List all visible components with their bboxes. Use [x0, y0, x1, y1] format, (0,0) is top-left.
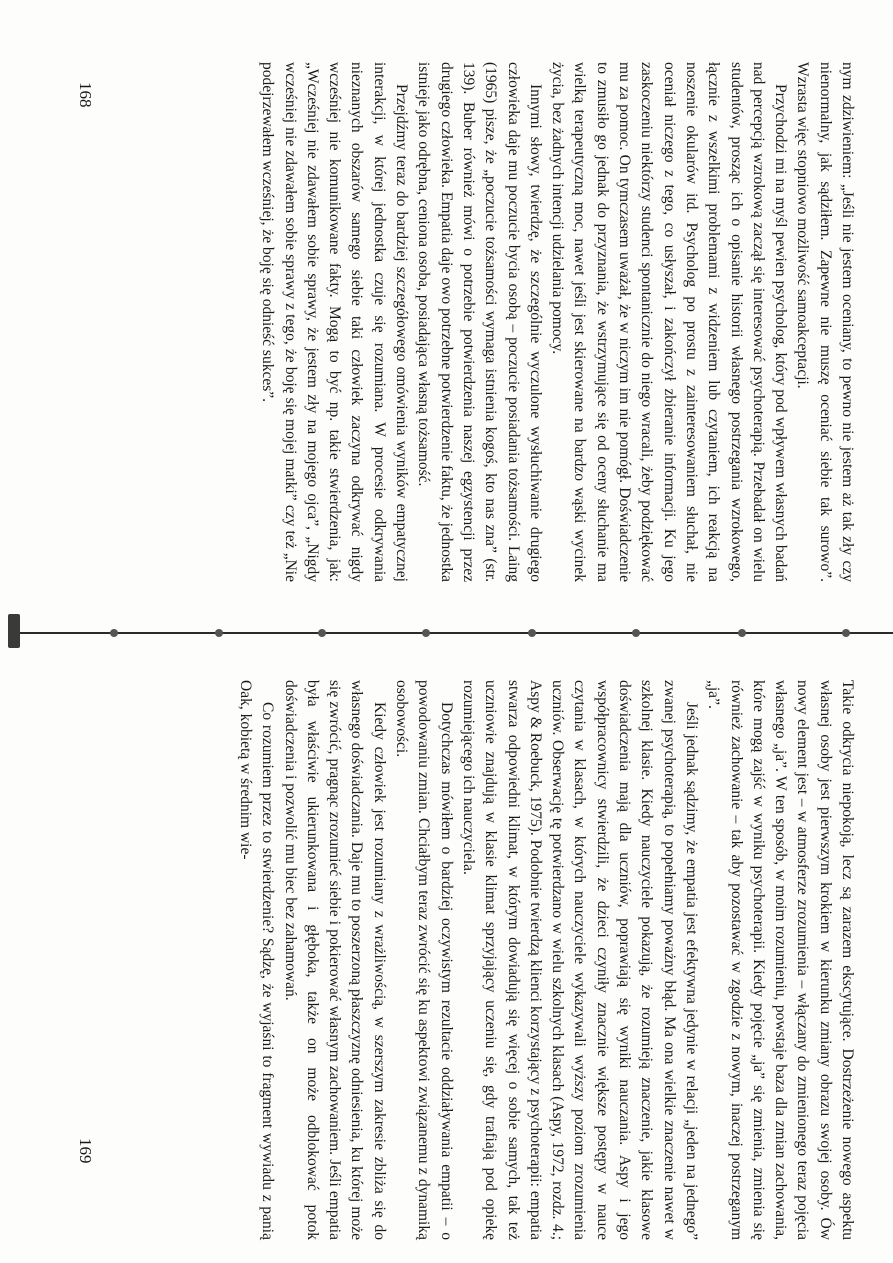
binding-clip — [8, 614, 20, 648]
gutter-stitch — [738, 629, 746, 637]
gutter-stitch — [318, 629, 326, 637]
gutter-stitch — [528, 629, 536, 637]
paragraph: Dotychczas mówiłem o bardziej oczywistym rezultacie oddziaływania empatii – o powodowaniu zmian. Chciałbym teraz zwrócić się ku aspektowi związanemu z dynamiką osobowości. — [393, 680, 455, 1240]
page-number-right: 169 — [76, 1138, 95, 1164]
gutter-stitch — [215, 629, 223, 637]
gutter-stitch — [842, 629, 850, 637]
paragraph: Przejdźmy teraz do bardziej szczegółowego omówienia wyników empatycznej interakcji, w której jednostka czuje się rozumiana. W procesie odkrywania nieznanych obszarów samego siebie taki człowiek zaczyna odkrywać nigdy wcześniej nie komunikowane fakty. Mogą to być np. takie stwierdzenia, jak: „Wcześniej nie zdawałem sobie sprawy, że jestem zły na mojego ojca”, „Nigdy wcześniej nie zdawałem sobie sprawy z tego, że boję się mojej matki” czy też „Nie podejrzewałem wcześniej, że boję się odnieść sukces”. — [259, 62, 411, 582]
paragraph: Innymi słowy, twierdzę, że szczególnie wyczulone wysłuchiwanie drugiego człowieka daje mu poczucie bycia osobą – poczucie posiadania tożsamości. Laing (1965) pisze, że „poczucie tożsamości wymaga istnienia kogoś, kto nas zna” (str. 139). Buber również mówi o potrzebie potwierdzenia naszej egzystencji przez drugiego człowieka. Empatia daje owo potrzebne potwierdzenie faktu, że jednostka istnieje jako odrębna, ceniona osoba, posiadająca własną tożsamość. — [415, 62, 544, 582]
page-number-left: 168 — [76, 82, 95, 108]
paragraph: Jeśli jednak sądzimy, że empatia jest efektywna jedynie w relacji „jeden na jednego” zwanej psychoterapią, to popełniamy poważny błąd. Ma ona wielkie znaczenie nawet w szkolnej klasie. Kiedy nauczyciele pokazują, że rozumieją znaczenie, jakie klasowe doświadczenia mają dla uczniów, poprawiają się wyniki nauczania. Aspy i jego współpracownicy stwierdzili, że dzieci czyniły znacznie większe postępy w nauce czytania w klasach, w których nauczyciele wykazywali wyższy poziom zrozumienia uczniów. Obserwację tę potwierdzano w wielu szkolnych klasach (Aspy, 1972, rozdz. 4.; Aspy & Roebuck, 1975). Podobnie twierdzą klienci korzystający z psychoterapii: empatia stwarza odpowiedni klimat, w którym dowiadują się więcej o sobie samych, tak też uczniowie znajdują w klasie klimat sprzyjający uczeniu się, gdy trafiają pod opiekę rozumiejącego ich nauczyciela. — [459, 680, 700, 1240]
left-page-text — [256, 62, 858, 582]
gutter-stitch — [110, 629, 118, 637]
gutter-stitch — [632, 629, 640, 637]
paragraph: nym zdziwieniem: „Jeśli nie jestem oceniany, to pewno nie jestem aż tak zły czy nienormalny, jak sądziłem. Zapewne nie muszę oceniać siebie tak surowo”. Wzrasta więc stopniowo możliwość samoakceptacji. — [794, 62, 856, 582]
gutter-line — [12, 632, 893, 634]
paragraph: Kiedy człowiek jest rozumiany z wrażliwością, w szerszym zakresie zbliża się do własnego doświadczania. Daje mu to poszerzoną płaszczyznę odniesienia, ku której może się zwrócić, pragnąc zrozumieć siebie i pokierować własnym zachowaniem. Jeśli empatia była właściwie ukierunkowana i głęboka, także on może odblokować potok doświadczenia i pozwolić mu biec bez zahamowań. — [281, 680, 388, 1240]
gutter-stitch — [422, 629, 430, 637]
paragraph: Co rozumiem przez to stwierdzenie? Sądzę, że wyjaśni to fragment wywiadu z panią Oak, kobietą w średnim wie- — [236, 680, 277, 1240]
right-page-text — [234, 680, 858, 1240]
paragraph: Przychodzi mi na myśl pewien psycholog, który pod wpływem własnych badań nad percepcją wzrokową zaczął się interesować psychoterapią. Przebadał on wielu studentów, prosząc ich o opisanie historii własnego postrzegania wzrokowego, łącznie z wszelkimi problemami z widzeniem lub czytaniem, ich reakcją na noszenie okularów itd. Psycholog po prostu z zainteresowaniem słuchał, nie oceniał niczego z tego, co usłyszał, i zakończył zbieranie informacji. Ku jego zaskoczeniu niektórzy studenci spontanicznie do niego wracali, żeby podziękować mu za pomoc. On tymczasem uważał, że w niczym im nie pomógł. Doświadczenie to zmusiło go jednak do przyznania, że wstrzymujące się od oceny słuchanie ma wielką terapeutyczną moc, nawet jeśli jest skierowane na bardzo wąski wycinek życia, bez żadnych intencji udzielania pomocy. — [549, 62, 790, 582]
page-gutter — [0, 626, 893, 640]
paragraph: Takie odkrycia niepokoją, lecz są zarazem ekscytujące. Dostrzeżenie nowego aspektu własnej osoby jest pierwszym krokiem w kierunku zmiany obrazu swojej osoby. Ów nowy element jest – w atmosferze zrozumienia – włączany do zmienionego teraz pojęcia własnego „ja”. W ten sposób, w moim rozumieniu, powstaje baza dla zmian zachowania, które mogą zajść w wyniku psychoterapii. Kiedy pojęcie „ja” się zmienia, zmienia się również zachowanie – tak aby pozostawać w zgodzie z nowym, inaczej postrzeganym „ja”. — [705, 680, 856, 1240]
